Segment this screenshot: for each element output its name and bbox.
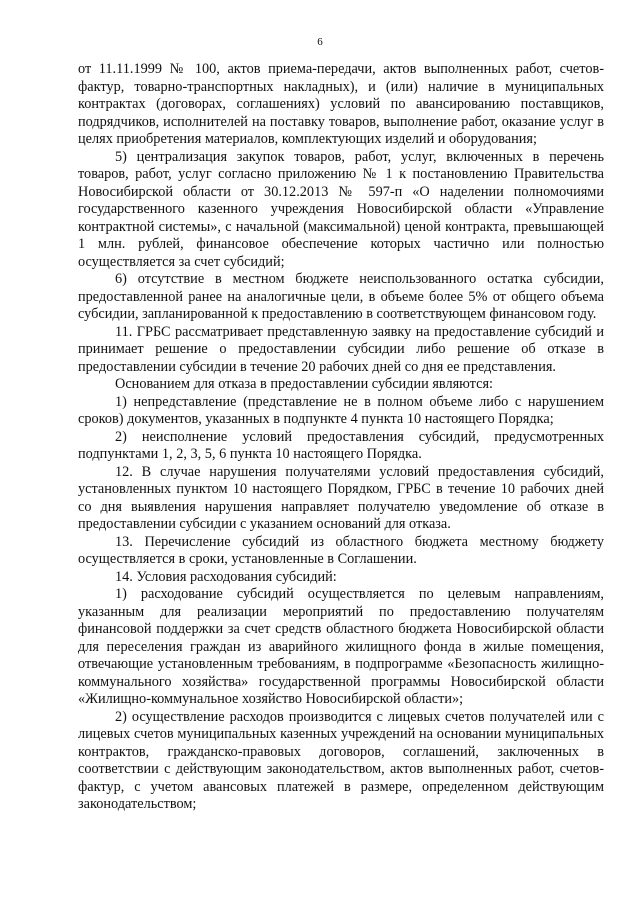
paragraph-section-14: 14. Условия расходования субсидий: <box>115 568 337 585</box>
paragraph-item-6-no-unused-balance: 6) отсутствие в местном бюджете неиспользованного остатка субсидии, предоставленной ранее на аналогичные цели, в объеме более 5% от общего объема субсидии, запланированной к предоставлению в соответствующем финансовом году. <box>78 271 604 322</box>
paragraph-item-5-centralized-procurement: 5) централизация закупок товаров, работ, услуг, включенных в перечень товаров, работ, услуг согласно приложению № 1 к постановлению Правительства Новосибирской области от 30.12.2013 № 597-п «О наделении полномочиями государственного казенного учреждения Новосибирской области «Управление контрактной системы», с начальной (максимальной) ценой контракта, превышающей 1 млн. рублей, финансовое обеспечение которых частично или полностью осуществляется за счет субсидий; <box>78 148 604 270</box>
paragraph-section-12: 12. В случае нарушения получателями условий предоставления субсидий, установленных пунктом 10 настоящего Порядком, ГРБС в течение 10 рабочих дней со дня выявления нарушения направляет получателю уведомление об отказе в предоставлении субсидии с указанием оснований для отказа. <box>78 463 604 532</box>
paragraph-section-13: 13. Перечисление субсидий из областного бюджета местному бюджету осуществляется в сроки, установленные в Соглашении. <box>78 533 604 567</box>
document-body <box>78 61 604 814</box>
paragraph-spending-item-1: 1) расходование субсидий осуществляется по целевым направлениям, указанным для реализации мероприятий по предоставлению получателям финансовой поддержки за счет средств областного бюджета Новосибирской области для переселения граждан из аварийного жилищного фонда в жилые помещения, отвечающие установленным требованиям, в подпрограмме «Безопасность жилищно-коммунального хозяйства» государственной программы Новосибирской области «Жилищно-коммунальное хозяйство Новосибирской области»; <box>78 586 604 707</box>
page-number: 6 <box>317 36 323 48</box>
paragraph-continuation: от 11.11.1999 № 100, актов приема-передачи, актов выполненных работ, счетов-фактур, товарно-транспортных накладных), и (или) наличие в муниципальных контрактах (договорах, соглашениях) условий по авансированию поставщиков, подрядчиков, исполнителей на поставку товаров, выполнение работ, оказание услуг в целях приобретения материалов, комплектующих изделий и оборудования; <box>78 61 604 147</box>
paragraph-refusal-grounds: Основанием для отказа в предоставлении субсидии являются: <box>115 376 493 392</box>
paragraph-refusal-item-2: 2) неисполнение условий предоставления субсидий, предусмотренных подпунктами 1, 2, 3, 5, 6 пункта 10 настоящего Порядка. <box>78 428 604 462</box>
paragraph-section-11: 11. ГРБС рассматривает представленную заявку на предоставление субсидий и принимает решение о предоставлении субсидии либо решение об отказе в предоставлении субсидии в течение 20 рабочих дней со дня ее представления. <box>78 323 604 375</box>
paragraph-refusal-item-1: 1) непредставление (представление не в полном объеме либо с нарушением сроков) документов, указанных в подпункте 4 пункта 10 настоящего Порядка; <box>78 393 604 427</box>
paragraph-spending-item-2: 2) осуществление расходов производится с лицевых счетов получателей или с лицевых счетов муниципальных казенных учреждений на основании муниципальных контрактов, гражданско-правовых договоров, соглашений, заключенных в соответствии с действующим законодательством, актов выполненных работ, счетов-фактур, с учетом авансовых платежей в размере, определенном действующим законодательством; <box>78 708 604 812</box>
